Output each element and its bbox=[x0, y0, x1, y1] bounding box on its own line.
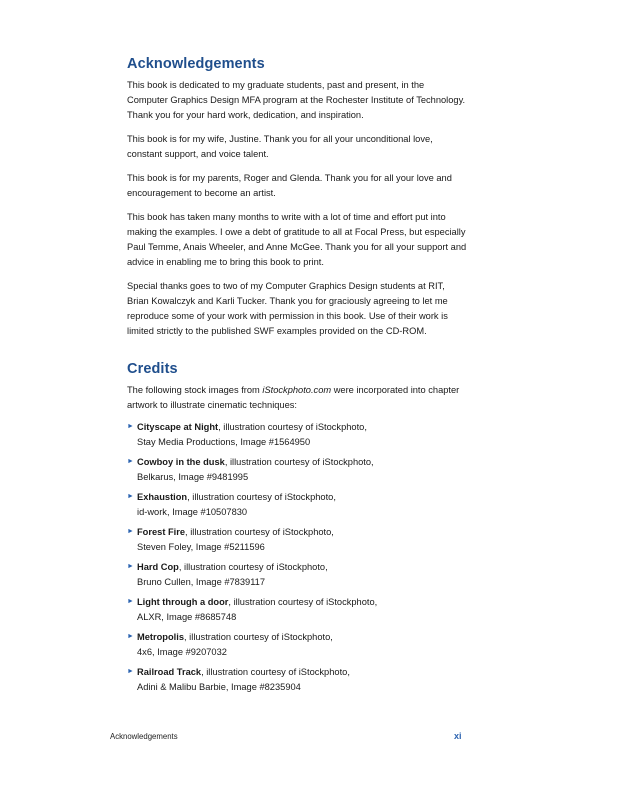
credit-image-name: Light through a door bbox=[137, 597, 229, 607]
credit-detail: , illustration courtesy of iStockphoto, bbox=[224, 457, 374, 467]
credits-intro-before: The following stock images from bbox=[127, 385, 263, 395]
credit-detail: , illustration courtesy of iStockphoto, bbox=[201, 667, 350, 677]
credit-item bbox=[127, 525, 467, 554]
credit-source: Bruno Cullen, Image #7839117 bbox=[137, 576, 266, 587]
credit-detail: , illustration courtesy of iStockphoto, bbox=[184, 632, 333, 642]
credit-item bbox=[127, 420, 467, 449]
credit-detail: , illustration courtesy of iStockphoto, bbox=[185, 527, 334, 537]
credit-item bbox=[127, 455, 467, 484]
credit-item bbox=[127, 560, 467, 589]
page-number: xi bbox=[454, 731, 462, 741]
credit-source: 4x6, Image #9207032 bbox=[137, 646, 227, 657]
credit-source: Adini & Malibu Barbie, Image #8235904 bbox=[137, 681, 301, 692]
ack-paragraph: This book is for my wife, Justine. Thank you for all your unconditional love, constant support, and voice talent. bbox=[127, 134, 433, 159]
credits-intro-after: were incorporated into chapter artwork to illustrate cinematic techniques: bbox=[127, 385, 460, 410]
credit-source: Stay Media Productions, Image #1564950 bbox=[137, 436, 311, 447]
credit-source: ALXR, Image #8685748 bbox=[137, 611, 237, 622]
triangle-bullet-icon: ► bbox=[127, 633, 134, 640]
triangle-bullet-icon: ► bbox=[127, 528, 134, 535]
ack-paragraph: This book has taken many months to write with a lot of time and effort put into making the examples. I owe a debt of gratitude to all at Focal Press, but especially Paul Temme, Anais Wheeler, and Anne McGee. Thank you for all your support and advice in enabling me to bring this book to print. bbox=[127, 212, 467, 267]
credits-heading: Credits bbox=[127, 361, 178, 377]
credit-image-name: Forest Fire bbox=[137, 527, 186, 537]
credit-image-name: Cowboy in the dusk bbox=[137, 457, 225, 467]
credit-item bbox=[127, 630, 467, 659]
credit-image-name: Metropolis bbox=[137, 632, 185, 642]
credit-image-name: Hard Cop bbox=[137, 562, 179, 572]
credit-detail: , illustration courtesy of iStockphoto, bbox=[178, 562, 328, 572]
credit-item bbox=[127, 665, 467, 694]
credits-list bbox=[127, 420, 467, 694]
credit-source: Steven Foley, Image #5211596 bbox=[137, 541, 265, 552]
credit-source: Belkarus, Image #9481995 bbox=[137, 471, 249, 482]
credits-intro-site: iStockphoto.com bbox=[262, 385, 332, 395]
ack-paragraph: Special thanks goes to two of my Computer Graphics Design students at RIT, Brian Kowalczyk and Karli Tucker. Thank you for graciously agreeing to let me reproduce some of your work with permission in this book. Use of their work is limited strictly to the published SWF examples provided on the CD-ROM. bbox=[127, 281, 448, 336]
ack-paragraph: This book is dedicated to my graduate students, past and present, in the Computer Graphics Design MFA program at the Rochester Institute of Technology. Thank you for your hard work, dedication, and inspiration. bbox=[127, 80, 466, 120]
footer-section-title: Acknowledgements bbox=[110, 732, 178, 741]
credit-item bbox=[127, 490, 467, 519]
triangle-bullet-icon: ► bbox=[127, 458, 134, 465]
credit-item bbox=[127, 595, 467, 624]
credit-image-name: Cityscape at Night bbox=[137, 422, 219, 432]
page-content bbox=[127, 56, 467, 700]
acknowledgements-heading: Acknowledgements bbox=[127, 56, 265, 72]
credits-intro bbox=[127, 383, 467, 413]
credit-source: id-work, Image #10507830 bbox=[137, 506, 248, 517]
credit-image-name: Railroad Track bbox=[137, 667, 202, 677]
credit-detail: , illustration courtesy of iStockphoto, bbox=[187, 492, 336, 502]
credit-detail: , illustration courtesy of iStockphoto, bbox=[218, 422, 367, 432]
ack-paragraph: This book is for my parents, Roger and Glenda. Thank you for all your love and encouragement to become an artist. bbox=[127, 173, 452, 198]
triangle-bullet-icon: ► bbox=[127, 563, 134, 570]
triangle-bullet-icon: ► bbox=[127, 423, 134, 430]
triangle-bullet-icon: ► bbox=[127, 668, 134, 675]
credit-image-name: Exhaustion bbox=[137, 492, 188, 502]
triangle-bullet-icon: ► bbox=[127, 493, 134, 500]
triangle-bullet-icon: ► bbox=[127, 598, 134, 605]
credit-detail: , illustration courtesy of iStockphoto, bbox=[228, 597, 378, 607]
